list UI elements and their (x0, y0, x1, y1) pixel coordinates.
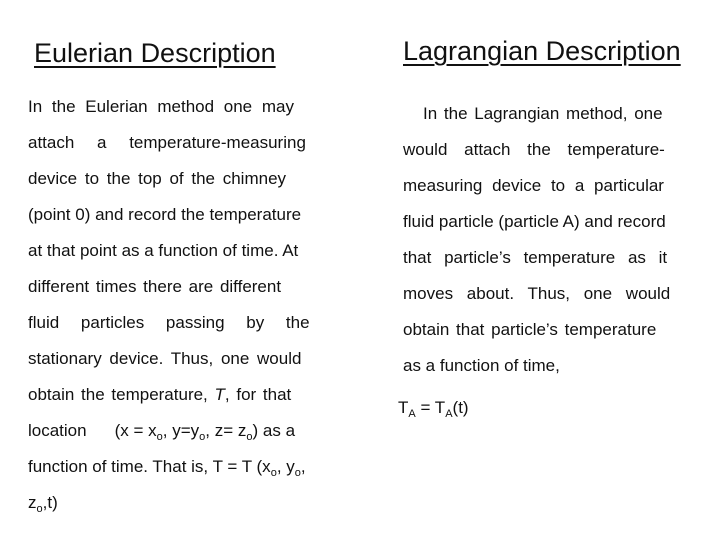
lagrangian-line-6: moves about. Thus, one would (403, 284, 671, 303)
lagrangian-line-1: In the Lagrangian method, one (423, 104, 663, 123)
eulerian-line-6: different times there are different (28, 277, 282, 296)
lagrangian-line-3: measuring device to a particular (403, 176, 664, 195)
eulerian-line-2: attach a temperature-measuring (28, 133, 306, 152)
eulerian-line-1: In the Eulerian method one may (28, 97, 294, 116)
eulerian-line-7: fluid particles passing by the (28, 313, 310, 332)
lagrangian-line-4: fluid particle (particle A) and record (403, 212, 666, 231)
lagrangian-line-8: as a function of time, (403, 356, 560, 375)
eulerian-line-9: obtain the temperature, T, for that (28, 385, 292, 404)
eulerian-line-3: device to the top of the chimney (28, 169, 287, 188)
eulerian-line-10: location ($x = x_o$, $y=y_o$, $z= z_o$) as a (28, 421, 296, 443)
lagrangian-line-7: obtain that particle’s temperature (403, 320, 657, 339)
eulerian-line-12: $z_o,t$) (28, 493, 58, 515)
lagrangian-line-2: would attach the temperature- (403, 140, 665, 159)
eulerian-line-8: stationary device. Thus, one would (28, 349, 302, 368)
eulerian-title: Eulerian Description (34, 38, 276, 68)
lagrangian-line-5: that particle’s temperature as it (403, 248, 668, 267)
eulerian-line-11: function of time. That is, T = T ($x_o$, $y_o$, (28, 457, 306, 479)
eulerian-line-5: at that point as a function of time. At (28, 241, 299, 260)
eulerian-line-4: (point 0) and record the temperature (28, 205, 302, 224)
lagrangian-title: Lagrangian Description (403, 36, 681, 66)
lagrangian-formula: $T_A = T_A(t)$ (398, 398, 469, 420)
